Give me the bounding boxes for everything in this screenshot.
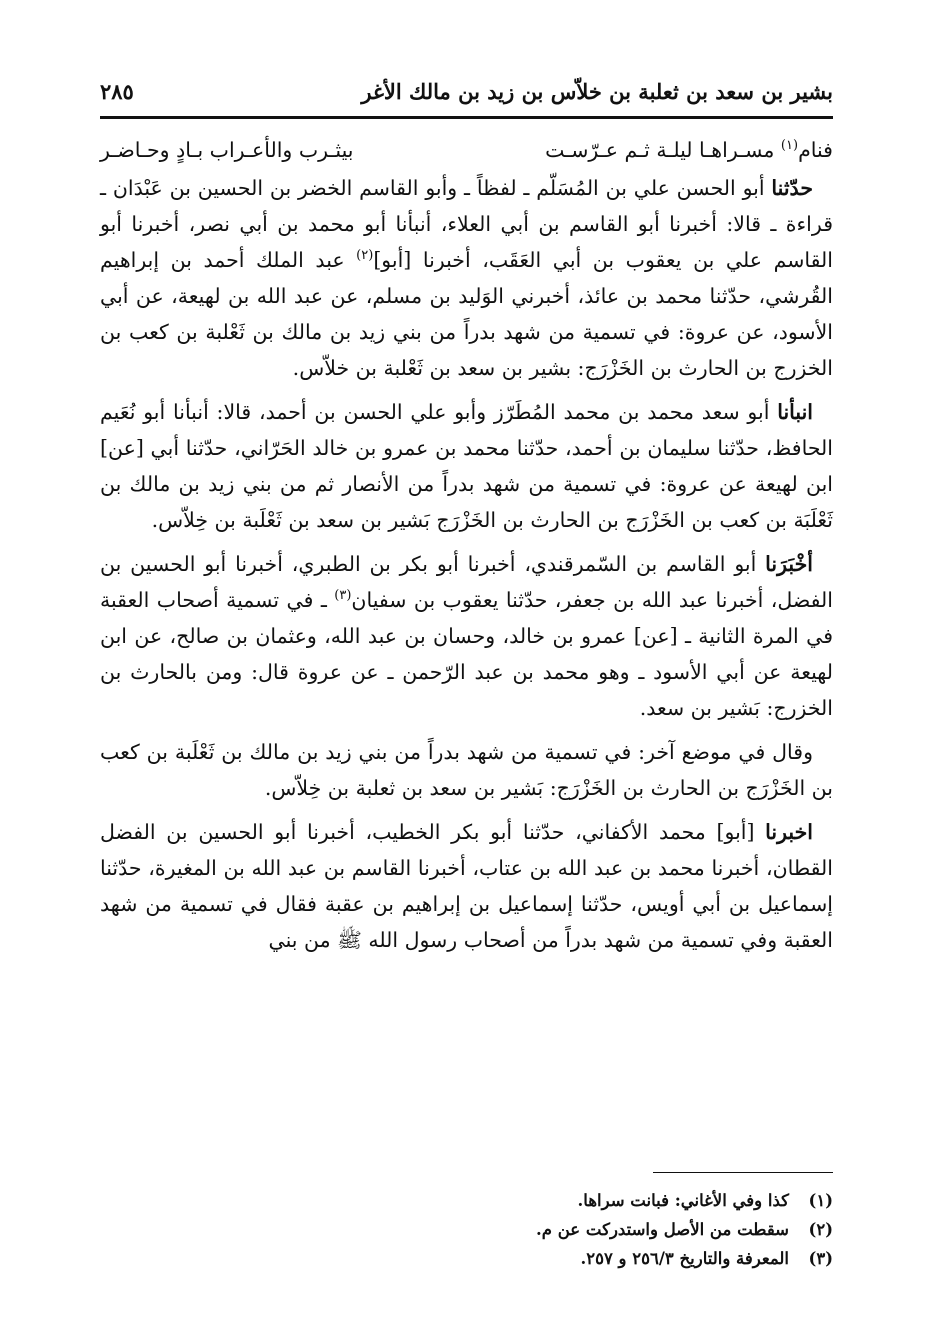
header-rule — [100, 116, 833, 119]
header-title: بشير بن سعد بن ثعلبة بن خلاّس بن زيد بن مالك الأغر — [361, 78, 833, 104]
paragraph-text: أبو القاسم بن السّمرقندي، أخبرنا أبو بكر بن الطبري، أخبرنا أبو الحسين بن الفضل، أخبرنا عبد الله بن جعفر، حدّثنا يعقوب بن سفيان — [100, 552, 833, 612]
paragraph-5 — [100, 814, 833, 958]
paragraph-3 — [100, 546, 833, 726]
main-text — [100, 132, 833, 966]
footnote-rule — [653, 1172, 833, 1173]
footnote-number: (٣) — [808, 1249, 833, 1268]
footnote-text: سقطت من الأصل واستدركت عن م. — [536, 1220, 789, 1239]
footnote-item — [100, 1215, 833, 1244]
paragraph-lead: انبأنا — [777, 400, 813, 424]
paragraph-text: عبد الملك أحمد بن إبراهيم القُرشي، حدّثنا محمد بن عائذ، أخبرني الوَليد بن مسلم، عن عبد الله بن لهيعة، عن أبي الأسود، عن عروة: في تسمية من شهد بدراً من بني زيد بن مالك بن ثَعْلبة بن كعب بن الخزرج بن الحارث بن الخَزْرَج: بشير بن سعد بن ثَعْلبة بن خلاّس. — [100, 248, 833, 380]
footnote-number: (٢) — [808, 1220, 833, 1239]
paragraph-1 — [100, 170, 833, 386]
verse-text: مسـراهـا ليلـة ثـم عـرّسـت — [545, 138, 781, 162]
paragraph-text: أبو الحسن علي بن المُسَلّم ـ لفظاً ـ وأبو القاسم الخضر بن الحسين بن عَبْدَان ـ قراءة ـ قالا: أخبرنا أبو القاسم بن أبي العلاء، أنبأنا أبو محمد بن أبي نصر، أخبرنا أبو القاسم علي بن يعقوب بن أبي العَقَب، أخبرنا [أبو] — [100, 176, 833, 272]
paragraph-lead: أخْبَرَنا — [765, 552, 813, 576]
paragraph-text: ـ في تسمية أصحاب العقبة في المرة الثانية ـ [عن] عمرو بن خالد، وحسان بن عبد الله، وعثمان بن صالح، عن ابن لهيعة عن أبي الأسود ـ وهو محمد بن عبد الرّحمن ـ عن عروة قال: ومن بالحارث بن الخزرج: بَشير بن سعد. — [100, 588, 833, 720]
paragraph-text: وقال في موضع آخر: في تسمية من شهد بدراً من بني زيد بن مالك بن ثَعْلَبة بن كعب بن الخَزْرَج بن الحارث بن الخَزْرَج: بَشير بن سعد بن ثعلبة بن خِلاّس. — [100, 740, 833, 800]
paragraph-lead: اخبرنا — [765, 820, 813, 844]
footnote-text: المعرفة والتاريخ ٢٥٦/٣ و ٢٥٧. — [580, 1249, 789, 1268]
verse-first-hemistich — [545, 132, 833, 168]
paragraph-text: [أبو] محمد الأكفاني، حدّثنا أبو بكر الخطيب، أخبرنا أبو الحسين بن الفضل القطان، أخبرنا محمد بن عبد الله بن عتاب، أخبرنا القاسم بن عبد الله بن المغيرة، حدّثنا إسماعيل بن أبي أويس، حدّثنا إسماعيل بن إبراهيم بن عقبة فقال في تسمية من شهد العقبة وفي تسمية من شهد بدراً من أصحاب رسول الله ﷺ من بني — [100, 820, 833, 952]
verse-word: فنام — [798, 138, 833, 162]
footnote-item — [100, 1244, 833, 1273]
footnotes — [100, 1186, 833, 1273]
paragraph-text: أبو سعد محمد بن محمد المُطَرّز وأبو علي الحسن بن أحمد، قالا: أنبأنا أبو نُعَيم الحافظ، حدّثنا سليمان بن أحمد، حدّثنا محمد بن عمرو بن خالد الحَرّاني، حدّثنا أبي [عن] ابن لهيعة عن عروة: في تسمية من شهد بدراً من الأنصار ثم من بني زيد بن مالك بن ثَعْلَبَة بن كعب بن الخَزْرَج بن الحارث بن الخَزْرَج بَشير بن سعد بن ثَعْلَبة بن خِلاّس. — [100, 400, 833, 532]
poem-verse — [100, 132, 833, 168]
footnote-marker: (٢) — [356, 248, 374, 264]
footnote-item — [100, 1186, 833, 1215]
footnote-marker: (١) — [780, 138, 799, 154]
paragraph-4 — [100, 734, 833, 806]
paragraph-lead: حدّثنا — [771, 176, 813, 200]
page-number: ٢٨٥ — [100, 78, 134, 104]
footnote-number: (١) — [808, 1191, 833, 1210]
footnote-marker: (٣) — [334, 588, 352, 604]
paragraph-2 — [100, 394, 833, 538]
footnote-text: كذا وفي الأغاني: فبانت سراها. — [577, 1191, 789, 1210]
verse-second-hemistich: بيثـرب والأعـراب بـادٍ وحـاضـر — [100, 138, 354, 162]
running-header — [100, 68, 833, 114]
